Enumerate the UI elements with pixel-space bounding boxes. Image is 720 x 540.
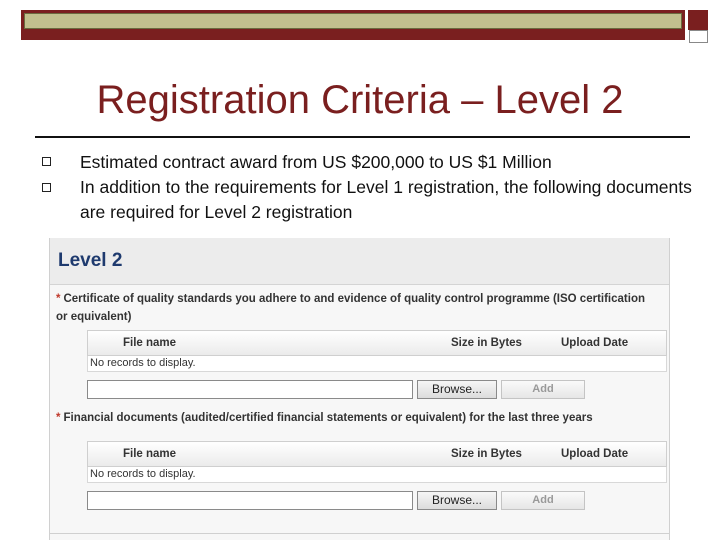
add-button[interactable]: Add	[501, 380, 585, 399]
grid-empty-row: No records to display.	[87, 356, 667, 372]
bullet-item	[42, 149, 692, 175]
column-size[interactable]: Size in Bytes	[451, 448, 522, 460]
slide-corner-box	[689, 30, 708, 43]
level2-form-panel	[49, 238, 670, 540]
file-path-input[interactable]	[87, 491, 413, 510]
column-upload-date[interactable]: Upload Date	[561, 448, 629, 460]
form-header	[50, 238, 669, 285]
section-label-text: Certificate of quality standards you adhere to and evidence of quality control programme (ISO certification or equivalent)	[56, 293, 645, 323]
slide-title: Registration Criteria – Level 2	[96, 78, 624, 122]
slide-top-bar-band	[24, 13, 682, 29]
section-label	[56, 290, 656, 326]
upload-row	[87, 380, 587, 400]
required-marker: *	[56, 293, 61, 305]
file-path-input[interactable]	[87, 380, 413, 399]
upload-row	[87, 491, 587, 511]
grid-header	[87, 441, 667, 467]
browse-button[interactable]: Browse...	[417, 491, 497, 510]
form-heading: Level 2	[58, 250, 123, 271]
column-file-name[interactable]: File name	[123, 337, 177, 349]
column-upload-date[interactable]: Upload Date	[561, 337, 629, 349]
grid-header	[87, 330, 667, 356]
square-bullet-icon	[42, 157, 51, 166]
grid-empty-row: No records to display.	[87, 467, 667, 483]
slide-top-bar	[21, 10, 685, 40]
slide-corner-block	[688, 10, 708, 30]
section-label-text: Financial documents (audited/certified financial statements or equivalent) for the last three years	[63, 412, 593, 424]
file-grid	[87, 441, 667, 483]
add-button[interactable]: Add	[501, 491, 585, 510]
bullet-text: In addition to the requirements for Level 1 registration, the following documents are required for Level 2 registration	[80, 177, 692, 222]
square-bullet-icon	[42, 183, 51, 192]
file-grid	[87, 330, 667, 372]
bullet-item	[42, 175, 692, 225]
panel-bottom-border	[50, 533, 669, 534]
browse-button[interactable]: Browse...	[417, 380, 497, 399]
title-divider	[35, 136, 690, 138]
column-size[interactable]: Size in Bytes	[451, 337, 522, 349]
bullet-text: Estimated contract award from US $200,000 to US $1 Million	[80, 152, 552, 172]
section-label	[56, 409, 656, 427]
required-marker: *	[56, 412, 61, 424]
bullet-list	[42, 149, 692, 225]
column-file-name[interactable]: File name	[123, 448, 177, 460]
